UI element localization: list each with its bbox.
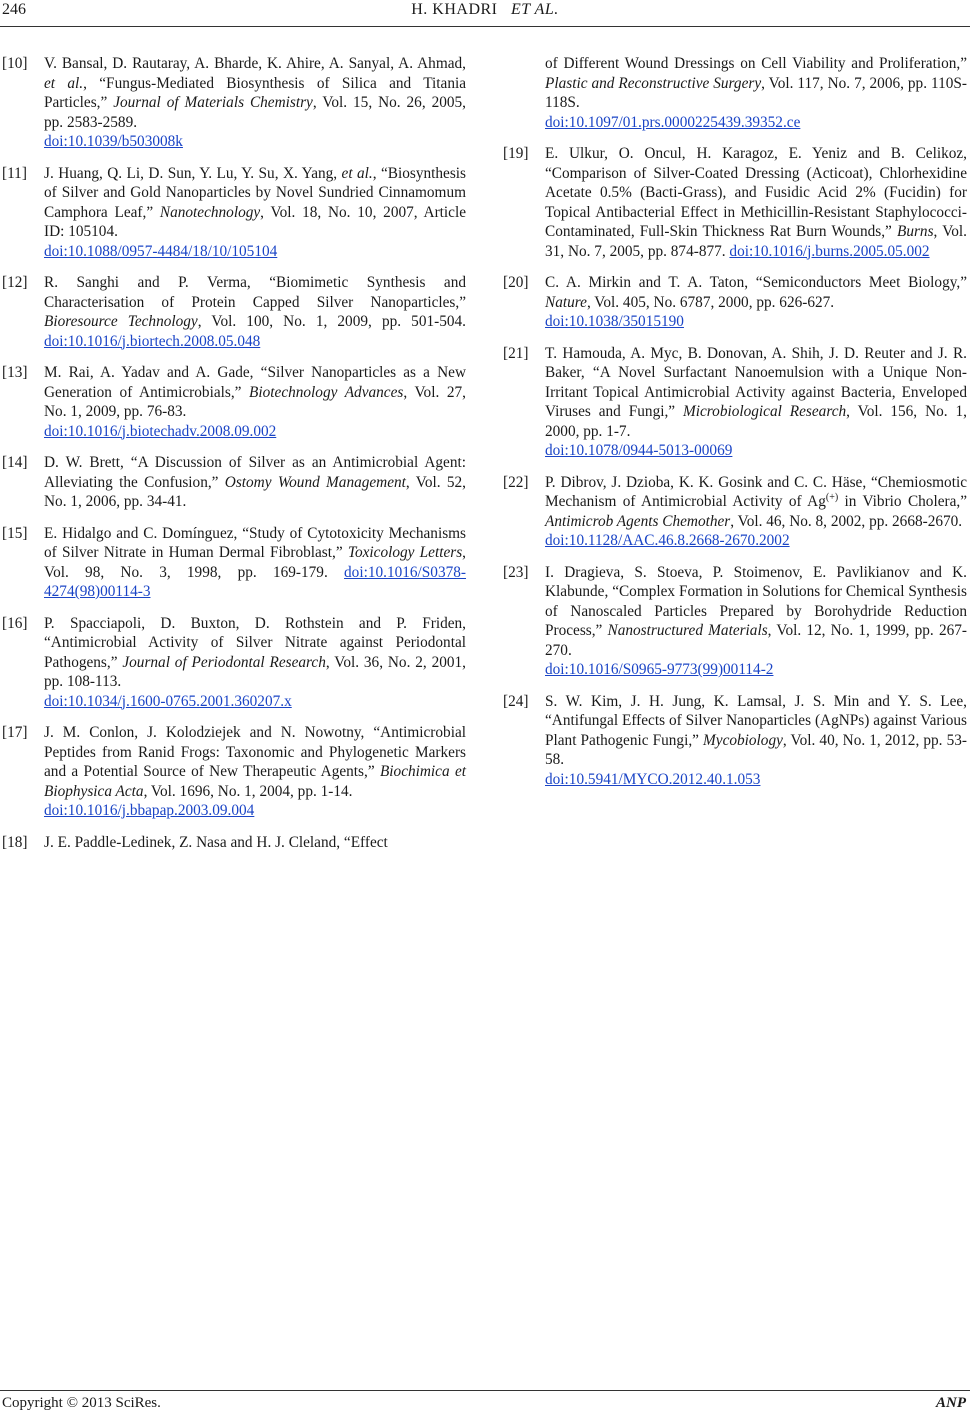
reference-details: , Vol. 18, No. 10, 2007, Article ID: 105104. [44,203,466,240]
running-head-author: H. KHADRI [411,1,498,18]
reference-text [44,833,466,853]
doi-link[interactable]: doi:10.1078/0944-5013-00069 [545,442,733,459]
reference-item [503,54,967,132]
reference-item [2,524,466,602]
reference-details: , Vol. 12, No. 1, 1999, pp. 267-270. [545,622,967,659]
reference-text [44,723,466,821]
reference-authors-title: V. Bansal, D. Rautaray, A. Bharde, K. Ahire, A. Sanyal, A. Ahmad, [44,55,466,72]
reference-authors-title: E. Hidalgo and C. Domínguez, “Study of Cytotoxicity Mechanisms of Silver Nitrate in Human Dermal Fibroblast,” [44,524,466,561]
doi-link[interactable]: doi:10.1038/35015190 [545,313,684,330]
reference-item [2,54,466,152]
reference-details: , Vol. 98, No. 3, 1998, pp. 169-179. [44,544,466,581]
reference-journal: Plastic and Reconstructive Surgery [545,74,762,92]
doi-link[interactable]: doi:10.1016/S0965-9773(99)00114-2 [545,661,774,678]
reference-details: , Vol. 1696, No. 1, 2004, pp. 1-14. [143,782,353,800]
reference-authors-title: C. A. Mirkin and T. A. Taton, “Semiconductors Meet Biology,” [545,274,967,291]
reference-number: [17] [2,724,28,741]
reference-authors-title: D. W. Brett, “A Discussion of Silver as an Antimicrobial Agent: Alleviating the Confusion,” [44,454,466,491]
reference-authors-title: R. Sanghi and P. Verma, “Biomimetic Synthesis and Characterisation of Protein Capped Silver Nanoparticles,” [44,274,466,311]
reference-details: in Vibrio Cholera,” [838,493,967,510]
reference-details: , Vol. 36, No. 2, 2001, pp. 108-113. [44,653,466,690]
reference-number: [14] [2,454,28,471]
reference-number: [12] [2,274,28,291]
reference-journal: Burns [896,223,934,240]
reference-details: , Vol. 31, No. 7, 2005, pp. 874-877. [545,223,967,260]
reference-journal: Journal of Periodontal Research [122,653,326,671]
doi-link[interactable]: doi:10.1128/AAC.46.8.2668-2670.2002 [545,532,790,549]
reference-text [545,54,967,132]
doi-link[interactable]: doi:10.1016/j.bbapap.2003.09.004 [44,802,255,819]
reference-text [44,273,466,351]
reference-details: , Vol. 27, No. 1, 2009, pp. 76-83. [44,383,466,420]
reference-details: , Vol. 40, No. 1, 2012, pp. 53-58. [545,731,967,768]
reference-item [503,144,967,261]
page-header [0,0,970,27]
journal-abbreviation: ANP [936,1395,966,1411]
reference-details: , Vol. 52, No. 1, 2006, pp. 34-41. [44,473,466,510]
reference-journal: Ostomy Wound Management [224,473,406,491]
reference-item [2,614,466,712]
reference-item [2,363,466,441]
doi-link[interactable]: doi:10.1039/b503008k [44,133,183,150]
reference-item [503,473,967,551]
reference-authors-title: E. Ulkur, O. Oncul, H. Karagoz, E. Yeniz and B. Celikoz, “Comparison of Silver-Coated Dressing (Acticoat), Chlorhexidine Acetate 0.5% (Bacti-Grass), and Fusidic Acid 2% (Fucidin) for Topical Antibacterial Effect in Methicillin-Resistant Staphylococci-Contaminated, Full-Skin Thickness Rat Burn Wounds,” [545,145,967,240]
reference-text [44,164,466,262]
reference-number: [23] [503,563,529,581]
reference-journal: Biotechnology Advances [249,383,404,401]
reference-journal: Nanotechnology [159,203,261,221]
reference-authors-title: J. M. Conlon, J. Kolodziejek and N. Nowotny, “Antimicrobial Peptides from Ranid Frogs: Taxonomic and Phylogenetic Markers and a Potential Source of New Therapeutic Agents,” [44,724,466,780]
reference-journal: Bioresource Technology [44,313,198,330]
reference-details: , Vol. 405, No. 6787, 2000, pp. 626-627. [586,293,835,311]
reference-journal: Antimicrob Agents Chemother [545,512,731,530]
reference-item [503,344,967,461]
reference-text [545,273,967,332]
doi-link[interactable]: doi:10.5941/MYCO.2012.40.1.053 [545,770,761,788]
reference-text [44,453,466,512]
reference-details: , “Fungus-Mediated Biosynthesis of Silica and Titania Particles,” [44,74,467,111]
reference-number [503,54,545,132]
reference-item [503,692,967,790]
reference-number: [16] [2,614,28,632]
reference-details: , “Biosynthesis of Silver and Gold Nanoparticles by Novel Sundried Cinnamomum Camphora Leaf,” [44,164,466,221]
doi-link[interactable]: doi:10.1097/01.prs.0000225439.39352.ce [545,113,801,131]
reference-item [503,563,967,680]
reference-text [545,344,967,461]
reference-authors-title: T. Hamouda, A. Myc, B. Donovan, A. Shih, J. D. Reuter and J. R. Baker, “A Novel Surfactant Nanoemulsion with a Unique Non-Irritant Topical Antimicrobial Activity against Bacteria, Enveloped Viruses and Fungi,” [545,344,967,420]
reference-item [2,833,466,853]
reference-text [44,54,466,152]
doi-link[interactable]: doi:10.1016/j.burns.2005.05.002 [729,242,930,260]
doi-link[interactable]: doi:10.1016/S0378-4274(98)00114-3 [44,563,466,600]
copyright-notice: Copyright © 2013 SciRes. [2,1395,161,1411]
reference-number: [21] [503,344,529,362]
reference-authors-title: J. E. Paddle-Ledinek, Z. Nasa and H. J. Cleland, “Effect [44,833,388,851]
reference-number: [22] [503,473,529,491]
reference-number: [18] [2,833,28,851]
doi-link[interactable]: doi:10.1016/j.biortech.2008.05.048 [44,332,261,350]
reference-number: [13] [2,364,28,381]
reference-journal: Nature [545,293,587,311]
reference-details: , Vol. 117, No. 7, 2006, pp. 110S-118S. [545,74,967,111]
doi-link[interactable]: doi:10.1016/j.biotechadv.2008.09.002 [44,422,277,440]
references-right-column [503,54,967,801]
reference-journal: Toxicology Letters [347,544,463,561]
reference-authors-title: P. Dibrov, J. Dzioba, K. K. Gosink and C. C. Häse, “Chemiosmotic Mechanism of Antimicrobial Activity of Ag [545,473,967,510]
reference-item [2,453,466,512]
reference-item [2,273,466,351]
reference-text [545,144,967,261]
reference-number: [19] [503,145,529,162]
reference-details: , Vol. 156, No. 1, 2000, pp. 1-7. [545,403,967,440]
running-head [0,1,970,19]
reference-authors-title: of Different Wound Dressings on Cell Viability and Proliferation,” [545,55,967,72]
reference-item [503,273,967,332]
reference-text [545,563,967,680]
reference-details: , Vol. 100, No. 1, 2009, pp. 501-504. [197,313,466,330]
reference-journal: Mycobiology [703,731,783,749]
reference-journal: et al. [341,164,373,182]
references-left-column [2,54,466,864]
reference-details: , Vol. 15, No. 26, 2005, pp. 2583-2589. [44,94,466,131]
doi-link[interactable]: doi:10.1088/0957-4484/18/10/105104 [44,242,278,260]
reference-text [44,614,466,712]
reference-journal: Nanostructured Materials [607,622,768,639]
reference-item [2,723,466,821]
reference-superscript: (+) [825,491,839,503]
reference-journal: Journal of Materials Chemistry [113,94,313,111]
reference-authors-title: I. Dragieva, S. Stoeva, P. Stoimenov, E. Pavlikianov and K. Klabunde, “Complex Formation in Solutions for Chemical Synthesis of Nanoscaled Particles Prepared by Borohydride Reduction Process,” [545,563,967,639]
page-footer [0,1390,970,1415]
reference-number: [15] [2,524,28,542]
reference-authors-title: P. Spacciapoli, D. Buxton, D. Rothstein and P. Friden, “Antimicrobial Activity of Silver Nitrate against Periodontal Pathogens,” [44,614,466,671]
reference-text [545,473,967,551]
reference-text [545,692,967,790]
reference-journal: Microbiological Research [683,403,847,420]
doi-link[interactable]: doi:10.1034/j.1600-0765.2001.360207.x [44,692,292,710]
reference-authors-title: J. Huang, Q. Li, D. Sun, Y. Lu, Y. Su, X. Yang, [44,164,342,182]
reference-details: , Vol. 46, No. 8, 2002, pp. 2668-2670. [730,512,963,530]
running-head-et-al: ET AL. [511,1,559,18]
reference-text [44,524,466,602]
reference-number: [11] [2,164,27,182]
reference-journal: et al. [44,74,84,92]
page-number: 246 [2,1,26,18]
reference-text [44,363,466,441]
reference-number: [20] [503,274,529,291]
reference-number: [24] [503,692,529,710]
reference-journal: Biochimica et Biophysica Acta [44,763,466,800]
reference-authors-title: M. Rai, A. Yadav and A. Gade, “Silver Nanoparticles as a New Generation of Antimicrobials,” [44,364,466,401]
reference-number: [10] [2,55,28,72]
reference-authors-title: S. W. Kim, J. H. Jung, K. Lamsal, J. S. Min and Y. S. Lee, “Antifungal Effects of Silver Nanoparticles (AgNPs) against Various Plant Pathogenic Fungi,” [545,692,967,749]
reference-item [2,164,466,262]
